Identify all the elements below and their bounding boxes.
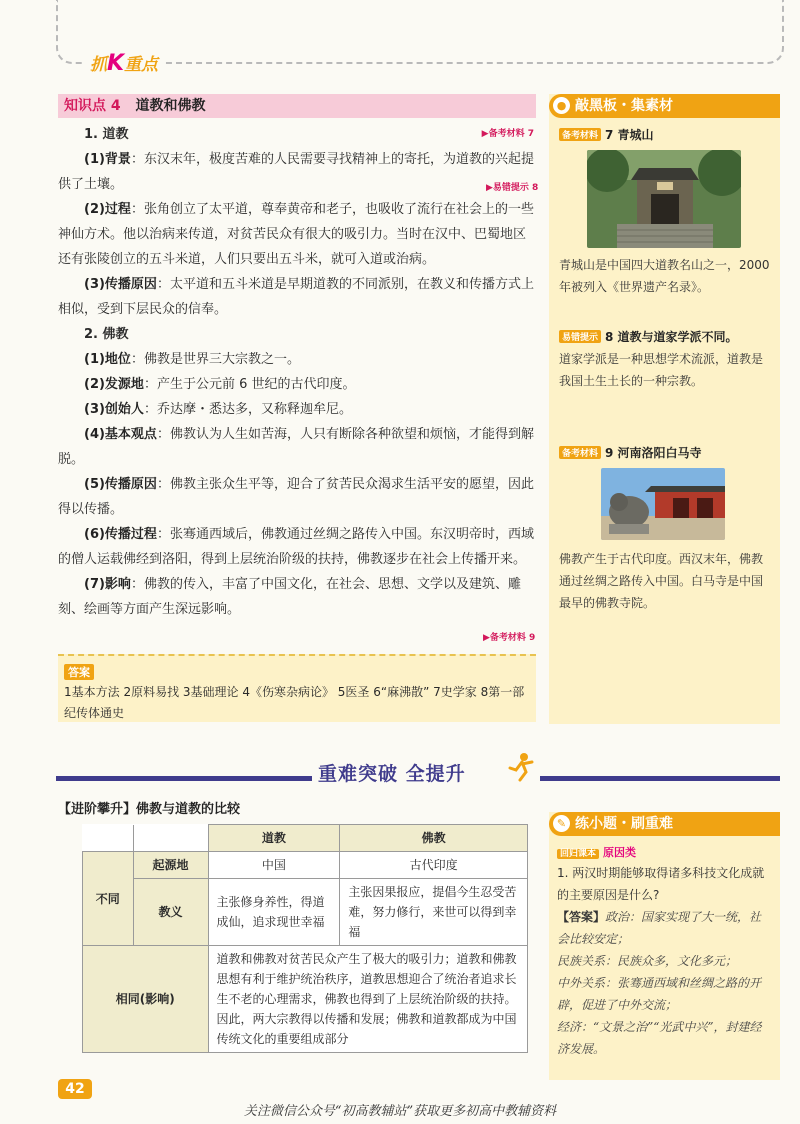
logo-k: K — [107, 51, 125, 76]
practice-answer-line: 民族关系：民族众多，文化多元； — [557, 954, 738, 968]
material-9-badge: 备考材料 — [559, 446, 601, 459]
answer-label: 答案 — [64, 664, 94, 680]
pencil-icon: ✎ — [553, 815, 570, 832]
practice-answer-line: 经济：“文景之治”“光武中兴”，封建经济发展。 — [557, 1020, 762, 1056]
cell-doctrine-buddhism: 主张因果报应，提倡今生忍受苦难，努力修行，来世可以得到幸福 — [340, 879, 528, 946]
footer-text: 关注微信公众号“初高教辅站”获取更多初高中教辅资料 — [243, 1104, 557, 1119]
knowledge-body — [58, 122, 534, 622]
material-9-text: 佛教产生于古代印度。西汉末年，佛教通过丝绸之路传入中国。白马寺是中国最早的佛教寺院。 — [559, 552, 764, 610]
table-row — [83, 946, 528, 1053]
list-item-lead: (6)传播过程 — [84, 527, 157, 542]
list-item — [58, 347, 534, 372]
banner-line-left — [56, 776, 312, 781]
knowledge-point-number: 知识点 4 — [64, 98, 121, 114]
table-header-row — [83, 825, 528, 852]
list-item — [58, 522, 534, 572]
taoism-list — [58, 147, 534, 322]
material-7-label — [559, 126, 654, 143]
cell-origin-buddhism: 古代印度 — [340, 852, 528, 879]
material-7-text: 青城山是中国四大道教名山之一，2000 年被列入《世界遗产名录》。 — [559, 258, 770, 294]
row-label-origin: 起源地 — [133, 852, 208, 879]
list-item-text: ：佛教是世界三大宗教之一。 — [130, 352, 300, 367]
list-item — [58, 572, 534, 622]
list-item-text: ：东汉末年，极度苦难的人民需要寻找精神上的寄托，为道教的兴起提供了土壤。 — [58, 152, 534, 192]
list-item-text: ：太平道和五斗米道是早期道教的不同派别，在教义和传播方式上相似，受到下层民众的信奉。 — [58, 277, 534, 317]
list-item — [58, 372, 534, 397]
material-8-badge: 易错提示 — [559, 330, 601, 343]
col-header-taoism: 道教 — [208, 825, 340, 852]
list-item-lead: (1)背景 — [84, 152, 131, 167]
practice-question: 1. 两汉时期能够取得诸多科技文化成就的主要原因是什么? — [557, 866, 765, 902]
list-item — [58, 272, 534, 322]
cell-doctrine-taoism: 主张修身养性，得道成仙，追求现世幸福 — [208, 879, 340, 946]
list-item-text: ：佛教的传入，丰富了中国文化，在社会、思想、文学以及建筑、雕刻、绘画等方面产生深远影响。 — [58, 577, 521, 617]
practice-category-label: 原因类 — [603, 846, 637, 859]
knowledge-point-title: 道教和佛教 — [135, 98, 206, 114]
logo-prefix: 抓 — [90, 55, 107, 75]
list-item — [58, 472, 534, 522]
white-horse-temple-photo — [601, 468, 725, 540]
cell-similarity: 道教和佛教对贫苦民众产生了极大的吸引力；道教和佛教思想有利于维护统治秩序，道教思想迎合了统治者追求长生不老的心理需求，佛教也得到了上层统治阶级的扶持。因此，两大宗教得以传播和发展；佛教和道教都成为中国传统文化的重要组成部分 — [208, 946, 528, 1053]
tag-material-9[interactable]: ▶备考材料 9 — [483, 633, 536, 643]
bell-icon: ● — [553, 97, 570, 114]
section-banner-title: 重难突破 全提升 — [318, 763, 466, 785]
table-row — [83, 879, 528, 946]
tag-tip-8[interactable]: ▶易错提示 8 — [486, 183, 539, 193]
cell-origin-taoism: 中国 — [208, 852, 340, 879]
list-item-text: ：佛教认为人生如苦海，人只有断除各种欲望和烦恼，才能得到解脱。 — [58, 427, 534, 467]
practice-answer-line: 中外关系：张骞通西域和丝绸之路的开辟，促进了中外交流； — [557, 976, 762, 1012]
section-logo — [84, 50, 164, 76]
runner-figure-icon — [506, 752, 536, 782]
taoism-heading: 1. 道教 — [84, 127, 129, 142]
comparison-table — [82, 824, 528, 1053]
list-item-text: ：乔达摩・悉达多，又称释迦牟尼。 — [143, 402, 352, 417]
knowledge-point-header — [58, 94, 536, 118]
practice-answer-label: 【答案】 — [557, 910, 606, 924]
qingcheng-mountain-photo — [587, 150, 741, 248]
practice-header — [549, 812, 780, 836]
material-7-title: 7 青城山 — [605, 128, 654, 142]
list-item-lead: (7)影响 — [84, 577, 131, 592]
table-corner-empty-2 — [133, 825, 208, 852]
practice-box — [549, 812, 780, 1080]
list-item-lead: (2)过程 — [84, 202, 131, 217]
comparison-title: 【进阶攀升】佛教与道教的比较 — [58, 802, 241, 817]
material-8-title: 8 道教与道家学派不同。 — [605, 330, 738, 344]
row-label-doctrine: 教义 — [133, 879, 208, 946]
practice-body — [557, 862, 773, 1060]
tag-material-7[interactable]: ▶备考材料 7 — [481, 129, 534, 139]
material-7-badge: 备考材料 — [559, 128, 601, 141]
list-item-text: ：佛教主张众生平等，迎合了贫苦民众渴求生活平安的愿望，因此得以传播。 — [58, 477, 534, 517]
list-item — [58, 422, 534, 472]
practice-title: 练小题・刷重难 — [575, 816, 673, 832]
row-label-difference: 不同 — [83, 852, 134, 946]
list-item-text: ：产生于公元前 6 世纪的古代印度。 — [143, 377, 356, 392]
sidebar-title: 敲黑板・集素材 — [575, 98, 673, 114]
list-item-lead: (4)基本观点 — [84, 427, 157, 442]
list-item-lead: (3)传播原因 — [84, 277, 157, 292]
practice-answer-line: 政治：国家实现了大一统，社会比较安定； — [557, 910, 762, 946]
list-item — [58, 397, 534, 422]
answer-box — [58, 654, 536, 722]
material-9-label — [559, 444, 702, 461]
logo-suffix: 重点 — [124, 55, 159, 75]
material-9-title: 9 河南洛阳白马寺 — [605, 446, 702, 460]
practice-category — [557, 844, 636, 860]
row-label-similarity: 相同(影响) — [83, 946, 209, 1053]
list-item — [58, 147, 534, 197]
list-item-text: ：张角创立了太平道，尊奉黄帝和老子，也吸收了流行在社会上的一些神仙方术。他以治病来传道，对贫苦民众有很大的吸引力。当时在汉中、巴蜀地区还有张陵创立的五斗米道，人们只要出五斗米，就可入道或治病。 — [58, 202, 534, 267]
material-8-label — [559, 328, 738, 345]
table-corner-empty — [83, 825, 134, 852]
sidebar-materials — [549, 94, 780, 724]
buddhism-heading: 2. 佛教 — [84, 327, 129, 342]
material-8-text: 道家学派是一种思想学术流派，道教是我国土生土长的一种宗教。 — [559, 352, 764, 388]
table-row — [83, 852, 528, 879]
list-item-lead: (5)传播原因 — [84, 477, 157, 492]
col-header-buddhism: 佛教 — [340, 825, 528, 852]
practice-category-badge: 回归课本 — [557, 849, 599, 859]
list-item-lead: (1)地位 — [84, 352, 131, 367]
page-number: 42 — [58, 1079, 92, 1099]
answer-text: 1基本方法 2原料易找 3基础理论 4《伤寒杂病论》 5医圣 6“麻沸散” 7史学家 8第一部纪传体通史 — [64, 685, 525, 720]
sidebar-header — [549, 94, 780, 118]
top-frame — [56, 0, 784, 64]
banner-line-right — [540, 776, 780, 781]
buddhism-list — [58, 347, 534, 622]
list-item-lead: (2)发源地 — [84, 377, 144, 392]
list-item-text: ：张骞通西域后，佛教通过丝绸之路传入中国。东汉明帝时，西域的僧人运载佛经到洛阳，得到上层统治阶级的扶持，佛教逐步在社会上传播开来。 — [58, 527, 534, 567]
list-item — [58, 197, 534, 272]
list-item-lead: (3)创始人 — [84, 402, 144, 417]
